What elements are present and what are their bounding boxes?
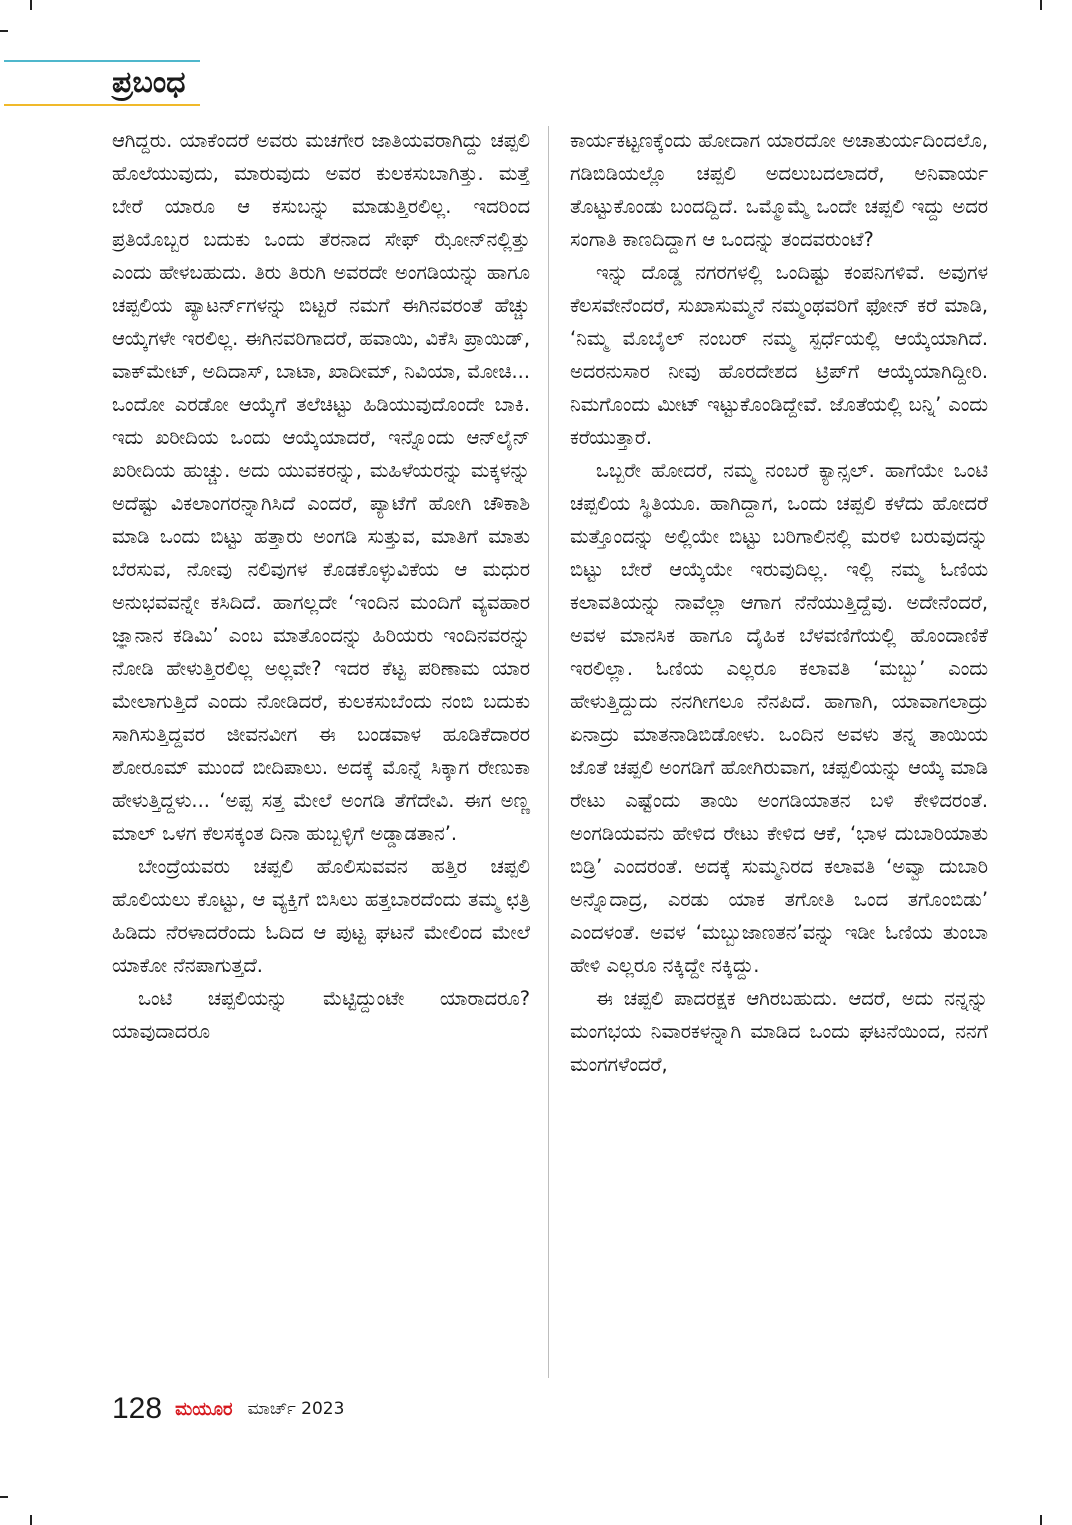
- article-column-right: [570, 124, 988, 1380]
- paragraph: ಆಗಿದ್ದರು. ಯಾಕೆಂದರೆ ಅವರು ಮಚಗೇರ ಜಾತಿಯವರಾಗಿದ್ದು ಚಪ್ಪಲಿ ಹೊಲೆಯುವುದು, ಮಾರುವುದು ಅವರ ಕುಲಕಸುಬಾಗಿತ್ತು. ಮತ್ತೆ ಬೇರೆ ಯಾರೂ ಆ ಕಸುಬನ್ನು ಮಾಡುತ್ತಿರಲಿಲ್ಲ. ಇದರಿಂದ ಪ್ರತಿಯೊಬ್ಬರ ಬದುಕು ಒಂದು ತೆರನಾದ ಸೇಫ್ ಝೋನ್‌ನಲ್ಲಿತ್ತು ಎಂದು ಹೇಳಬಹುದು. ತಿರು ತಿರುಗಿ ಅವರದೇ ಅಂಗಡಿಯನ್ನು ಹಾಗೂ ಚಪ್ಪಲಿಯ ಪ್ಯಾಟರ್ನ್‌ಗಳನ್ನು ಬಿಟ್ಟರೆ ನಮಗೆ ಈಗಿನವರಂತೆ ಹೆಚ್ಚು ಆಯ್ಕೆಗಳೇ ಇರಲಿಲ್ಲ. ಈಗಿನವರಿಗಾದರೆ, ಹವಾಯಿ, ವಿಕೆಸಿ ಪ್ರಾಯಿಡ್, ವಾಕ್‌ಮೇಟ್, ಅದಿದಾಸ್, ಬಾಟಾ, ಖಾದೀಮ್, ನಿವಿಯಾ, ಮೋಚಿ... ಒಂದೋ ಎರಡೋ ಆಯ್ಕೆಗೆ ತಲೆಚಿಟ್ಟು ಹಿಡಿಯುವುದೊಂದೇ ಬಾಕಿ. ಇದು ಖರೀದಿಯ ಒಂದು ಆಯ್ಕೆಯಾದರೆ, ಇನ್ನೊಂದು ಆನ್‌ಲೈನ್ ಖರೀದಿಯ ಹುಚ್ಚು. ಅದು ಯುವಕರನ್ನು, ಮಹಿಳೆಯರನ್ನು ಮಕ್ಕಳನ್ನು ಅದೆಷ್ಟು ವಿಕಲಾಂಗರನ್ನಾಗಿಸಿದೆ ಎಂದರೆ, ಪ್ಯಾಟೆಗೆ ಹೋಗಿ ಚೌಕಾಶಿ ಮಾಡಿ ಒಂದು ಬಿಟ್ಟು ಹತ್ತಾರು ಅಂಗಡಿ ಸುತ್ತುವ, ಮಾತಿಗೆ ಮಾತು ಬೆರಸುವ, ನೋವು ನಲಿವುಗಳ ಕೊಡಕೊಳ್ಳುವಿಕೆಯ ಆ ಮಧುರ ಅನುಭವವನ್ನೇ ಕಸಿದಿದೆ. ಹಾಗಲ್ಲದೇ ‘ಇಂದಿನ ಮಂದಿಗೆ ವ್ಯವಹಾರ ಜ್ಞಾನಾನ ಕಡಿಮಿ’ ಎಂಬ ಮಾತೊಂದನ್ನು ಹಿರಿಯರು ಇಂದಿನವರನ್ನು ನೋಡಿ ಹೇಳುತ್ತಿರಲಿಲ್ಲ ಅಲ್ಲವೇ? ಇದರ ಕೆಟ್ಟ ಪರಿಣಾಮ ಯಾರ ಮೇಲಾಗುತ್ತಿದೆ ಎಂದು ನೋಡಿದರೆ, ಕುಲಕಸುಬೆಂದು ನಂಬಿ ಬದುಕು ಸಾಗಿಸುತ್ತಿದ್ದವರ ಜೀವನವೀಗ ಈ ಬಂಡವಾಳ ಹೂಡಿಕೆದಾರರ ಶೋರೂಮ್ ಮುಂದೆ ಬೀದಿಪಾಲು. ಅದಕ್ಕೆ ಮೊನ್ನೆ ಸಿಕ್ಕಾಗ ರೇಣುಕಾ ಹೇಳುತ್ತಿದ್ದಳು... ‘ಅಪ್ಪ ಸತ್ತ ಮೇಲೆ ಅಂಗಡಿ ತೆಗೆದೇವಿ. ಈಗ ಅಣ್ಣ ಮಾಲ್ ಒಳಗ ಕೆಲಸಕ್ಕಂತ ದಿನಾ ಹುಬ್ಬಳ್ಳಿಗೆ ಅಡ್ಡಾಡತಾನ’.: [112, 129, 531, 845]
- section-header-rule-bottom: [4, 104, 200, 106]
- crop-mark-bottom-right: [1040, 1515, 1042, 1525]
- paragraph: ಈ ಚಪ್ಪಲಿ ಪಾದರಕ್ಷಕ ಆಗಿರಬಹುದು. ಆದರೆ, ಅದು ನನ್ನನ್ನು ಮಂಗಭಯ ನಿವಾರಕಳನ್ನಾಗಿ ಮಾಡಿದ ಒಂದು ಘಟನೆಯಿಂದ, ನನಗೆ ಮಂಗಗಳೆಂದರೆ,: [570, 987, 988, 1076]
- paragraph: ಒಂಟಿ ಚಪ್ಪಲಿಯನ್ನು ಮೆಟ್ಟಿದ್ದುಂಟೇ ಯಾರಾದರೂ? ಯಾವುದಾದರೂ: [112, 987, 530, 1043]
- page-footer: [112, 1392, 344, 1432]
- column-divider: [548, 126, 549, 1378]
- section-title: ಪ್ರಬಂಧ: [112, 65, 186, 100]
- paragraph: ಬೇಂದ್ರೆಯವರು ಚಪ್ಪಲಿ ಹೊಲಿಸುವವನ ಹತ್ತಿರ ಚಪ್ಪಲಿ ಹೊಲಿಯಲು ಕೊಟ್ಟು, ಆ ವ್ಯಕ್ತಿಗೆ ಬಿಸಿಲು ಹತ್ತಬಾರದೆಂದು ತಮ್ಮ ಛತ್ರಿ ಹಿಡಿದು ನೆರಳಾದರೆಂದು ಓದಿದ ಆ ಪುಟ್ಟ ಘಟನೆ ಮೇಲಿಂದ ಮೇಲೆ ಯಾಕೋ ನೆನಪಾಗುತ್ತದೆ.: [112, 855, 530, 977]
- crop-mark-left-lower: [0, 1496, 8, 1498]
- magazine-logo: ಮಯೂರ: [175, 1398, 233, 1420]
- crop-mark-top-right: [1040, 0, 1042, 10]
- crop-mark-top-left: [30, 0, 32, 10]
- paragraph: ಕಾರ್ಯಕಟ್ಟಣಕ್ಕೆಂದು ಹೋದಾಗ ಯಾರದೋ ಅಚಾತುರ್ಯದಿಂದಲೊ, ಗಡಿಬಿಡಿಯಲ್ಲೊ ಚಪ್ಪಲಿ ಅದಲುಬದಲಾದರೆ, ಅನಿವಾರ್ಯ ತೊಟ್ಟುಕೊಂಡು ಬಂದದ್ದಿದೆ. ಒಮ್ಮೊಮ್ಮೆ ಒಂದೇ ಚಪ್ಪಲಿ ಇದ್ದು ಅದರ ಸಂಗಾತಿ ಕಾಣದಿದ್ದಾಗ ಆ ಒಂದನ್ನು ತಂದವರುಂಟೆ?: [570, 129, 988, 251]
- paragraph: ಇನ್ನು ದೊಡ್ಡ ನಗರಗಳಲ್ಲಿ ಒಂದಿಷ್ಟು ಕಂಪನಿಗಳಿವೆ. ಅವುಗಳ ಕೆಲಸವೇನೆಂದರೆ, ಸುಖಾಸುಮ್ಮನೆ ನಮ್ಮಂಥವರಿಗೆ ಫೋನ್ ಕರೆ ಮಾಡಿ, ‘ನಿಮ್ಮ ಮೊಬೈಲ್ ನಂಬರ್ ನಮ್ಮ ಸ್ಪರ್ಧೆಯಲ್ಲಿ ಆಯ್ಕೆಯಾಗಿದೆ. ಅದರನುಸಾರ ನೀವು ಹೊರದೇಶದ ಟ್ರಿಪ್‌ಗೆ ಆಯ್ಕೆಯಾಗಿದ್ದೀರಿ. ನಿಮಗೊಂದು ಮೀಟ್ ಇಟ್ಟುಕೊಂಡಿದ್ದೇವೆ. ಜೊತೆಯಲ್ಲಿ ಬನ್ನಿ’ ಎಂದು ಕರೆಯುತ್ತಾರೆ.: [570, 261, 988, 449]
- crop-mark-bottom-left: [30, 1515, 32, 1525]
- paragraph: ಒಬ್ಬರೇ ಹೋದರೆ, ನಮ್ಮ ನಂಬರೆ ಕ್ಯಾನ್ಸಲ್. ಹಾಗೆಯೇ ಒಂಟಿ ಚಪ್ಪಲಿಯ ಸ್ಥಿತಿಯೂ. ಹಾಗಿದ್ದಾಗ, ಒಂದು ಚಪ್ಪಲಿ ಕಳೆದು ಹೋದರೆ ಮತ್ತೊಂದನ್ನು ಅಲ್ಲಿಯೇ ಬಿಟ್ಟು ಬರಿಗಾಲಿನಲ್ಲಿ ಮರಳಿ ಬರುವುದನ್ನು ಬಿಟ್ಟು ಬೇರೆ ಆಯ್ಕೆಯೇ ಇರುವುದಿಲ್ಲ. ಇಲ್ಲಿ ನಮ್ಮ ಓಣಿಯ ಕಲಾವತಿಯನ್ನು ನಾವೆಲ್ಲಾ ಆಗಾಗ ನೆನೆಯುತ್ತಿದ್ದೆವು. ಅದೇನೆಂದರೆ, ಅವಳ ಮಾನಸಿಕ ಹಾಗೂ ದೈಹಿಕ ಬೆಳವಣಿಗೆಯಲ್ಲಿ ಹೊಂದಾಣಿಕೆ ಇರಲಿಲ್ಲಾ. ಓಣಿಯ ಎಲ್ಲರೂ ಕಲಾವತಿ ‘ಮಬ್ಬು’ ಎಂದು ಹೇಳುತ್ತಿದ್ದುದು ನನಗೀಗಲೂ ನೆನಪಿದೆ. ಹಾಗಾಗಿ, ಯಾವಾಗಲಾದ್ರು ಏನಾದ್ರು ಮಾತನಾಡಿಬಿಡೋಳು. ಒಂದಿನ ಅವಳು ತನ್ನ ತಾಯಿಯ ಜೊತೆ ಚಪ್ಪಲಿ ಅಂಗಡಿಗೆ ಹೋಗಿರುವಾಗ, ಚಪ್ಪಲಿಯನ್ನು ಆಯ್ಕೆ ಮಾಡಿ ರೇಟು ಎಷ್ಟೆಂದು ತಾಯಿ ಅಂಗಡಿಯಾತನ ಬಳಿ ಕೇಳಿದರಂತೆ. ಅಂಗಡಿಯವನು ಹೇಳಿದ ರೇಟು ಕೇಳಿದ ಆಕೆ, ‘ಭಾಳ ದುಬಾರಿಯಾತು ಬಿಡ್ರಿ’ ಎಂದರಂತೆ. ಅದಕ್ಕೆ ಸುಮ್ಮನಿರದ ಕಲಾವತಿ ‘ಅವ್ವಾ ದುಬಾರಿ ಅನ್ನೊದಾದ್ರ, ಎರಡು ಯಾಕ ತಗೋತಿ ಒಂದ ತಗೊಂಬಿಡು’ ಎಂದಳಂತೆ. ಅವಳ ‘ಮಬ್ಬುಜಾಣತನ’ವನ್ನು ಇಡೀ ಓಣಿಯ ತುಂಬಾ ಹೇಳಿ ಎಲ್ಲರೂ ನಕ್ಕಿದ್ದೇ ನಕ್ಕಿದ್ದು.: [570, 459, 988, 977]
- crop-mark-left-upper: [0, 30, 8, 32]
- issue-date: ಮಾರ್ಚ್ 2023: [247, 1399, 345, 1419]
- article-column-left: [112, 124, 530, 1380]
- page-number: 128: [112, 1392, 163, 1425]
